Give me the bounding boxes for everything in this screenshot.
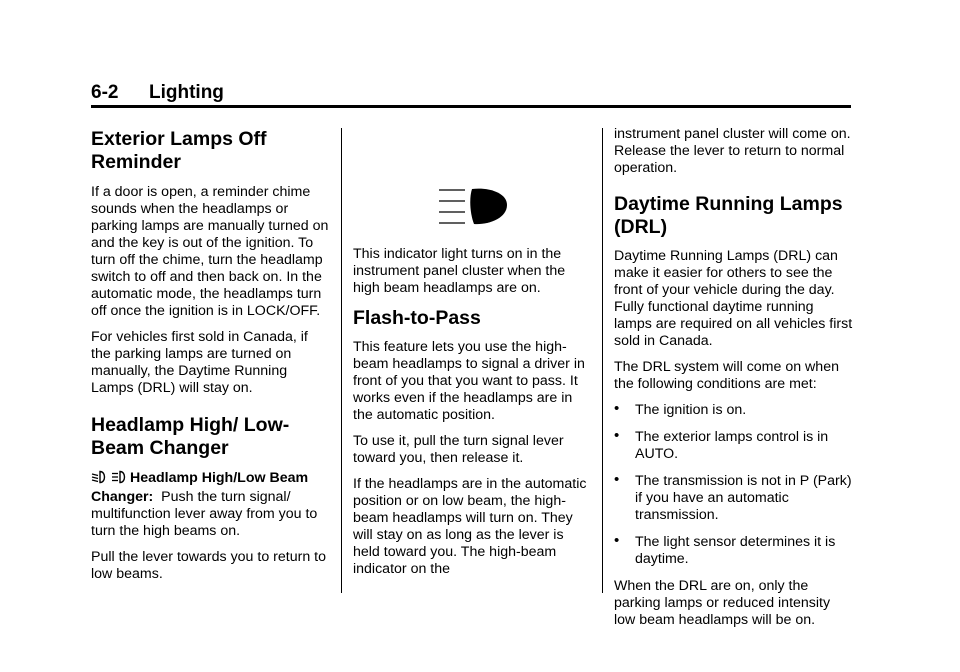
drl-conditions-list: [614, 402, 854, 568]
changer-paragraph-2: Pull the lever towards you to return to low beams.: [91, 549, 327, 582]
reminder-paragraph-1: If a door is open, a reminder chime sounds when the headlamps or parking lamps are manually turned on and the key is out of the ignition. To turn off the chime, turn the headlamp switch to off and then back on. In the automatic mode, the headlamps turn off once the ignition is in LOCK/OFF.: [91, 184, 329, 319]
column-divider-1: [341, 128, 342, 593]
changer-heading: Headlamp High/ Low-Beam Changer: [91, 414, 290, 459]
low-beam-icon: [91, 470, 107, 484]
reminder-paragraph-2: For vehicles first sold in Canada, if the parking lamps are turned on manually, the Daytime Running Lamps (DRL) will stay on.: [91, 329, 308, 396]
column-divider-2: [602, 128, 603, 593]
drl-heading: Daytime Running Lamps (DRL): [614, 193, 843, 238]
flash-paragraph-1: This feature lets you use the high-beam headlamps to signal a driver in front of you that you want to pass. It works even if the headlamps are in the automatic position.: [353, 339, 585, 423]
column-3: [614, 126, 854, 638]
flash-paragraph-2: To use it, pull the turn signal lever toward you, then release it.: [353, 433, 564, 466]
continued-paragraph: instrument panel cluster will come on. Release the lever to return to normal operation.: [614, 126, 851, 176]
drl-paragraph-3: When the DRL are on, only the parking lamps or reduced intensity low beam headlamps will be on.: [614, 578, 831, 628]
header-rule: [91, 105, 851, 108]
list-item: • The transmission is not in P (Park) if you have an automatic transmission.: [614, 473, 854, 524]
beam-icons: [91, 470, 127, 489]
indicator-paragraph: This indicator light turns on in the instrument panel cluster when the high beam headlamps are on.: [353, 246, 566, 296]
column-2: [353, 160, 590, 587]
section-title: Lighting: [149, 82, 224, 103]
column-1: [91, 128, 329, 592]
high-beam-indicator-icon: [439, 188, 509, 226]
drl-paragraph-1: Daytime Running Lamps (DRL) can make it easier for others to see the front of your vehicle during the day. Fully functional daytime running lamps are required on all vehicles first sold in Canada.: [614, 248, 853, 349]
changer-paragraph-1: [91, 470, 329, 540]
reminder-heading: Exterior Lamps Off Reminder: [91, 128, 267, 173]
page-number: 6-2: [91, 82, 119, 103]
list-item: • The ignition is on.: [614, 402, 854, 419]
changer-lead-label: Headlamp High/Low Beam Changer:: [91, 470, 309, 505]
drl-paragraph-2: The DRL system will come on when the following conditions are met:: [614, 359, 839, 392]
changer-lead-text: Push the turn signal/ multifunction lever away from you to turn the high beams on.: [91, 489, 318, 539]
flash-paragraph-3: If the headlamps are in the automatic position or on low beam, the high-beam headlamps will turn on. They will stay on as long as the lever is held toward you. The high-beam indicator on the: [353, 476, 587, 577]
high-beam-icon: [111, 470, 127, 484]
list-item: • The exterior lamps control is in AUTO.: [614, 429, 854, 463]
page-header: [91, 80, 851, 108]
list-item: • The light sensor determines it is daytime.: [614, 534, 854, 568]
flash-heading: Flash-to-Pass: [353, 307, 481, 329]
